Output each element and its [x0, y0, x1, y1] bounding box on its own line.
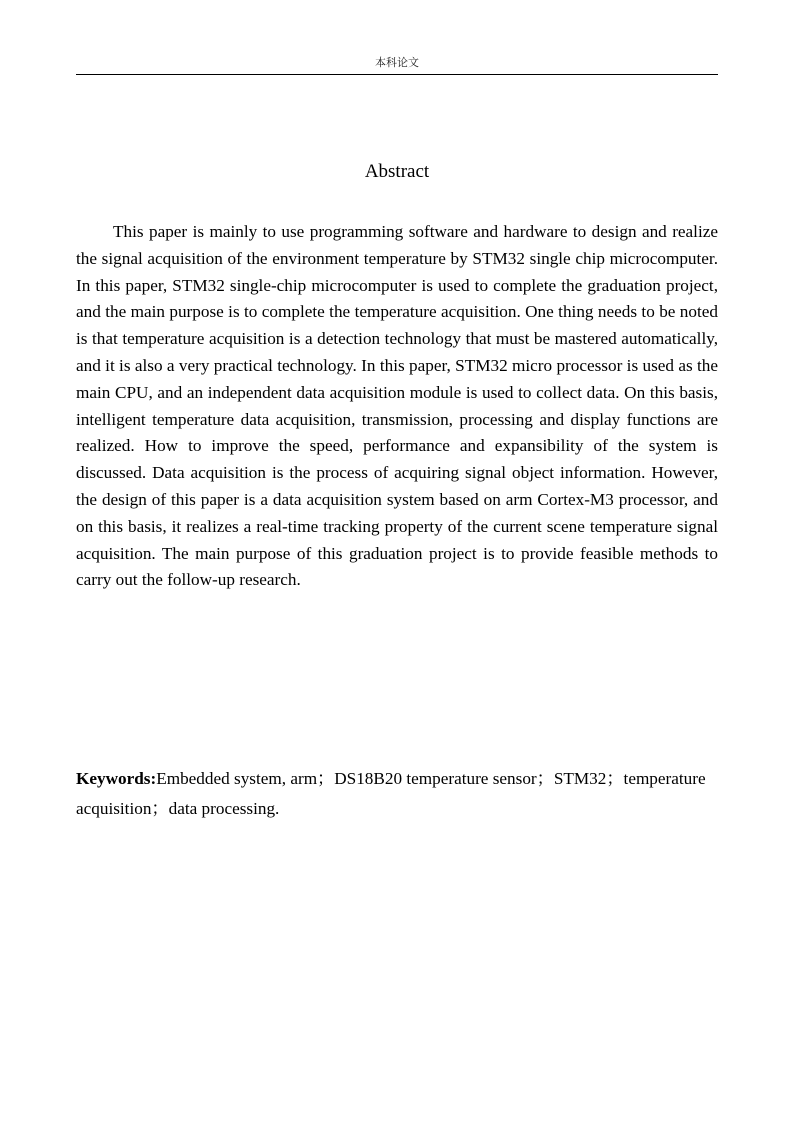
header-text: 本科论文	[375, 56, 419, 69]
abstract-title: Abstract	[364, 161, 430, 182]
keywords-label: Keywords:	[76, 769, 157, 788]
page-header	[76, 55, 718, 75]
keywords	[76, 764, 718, 824]
keywords-text: Embedded system, arm；DS18B20 temperature sensor；STM32；temperature acquisition；data processing.	[76, 769, 706, 818]
abstract-body: This paper is mainly to use programming software and hardware to design and realize the signal acquisition of the environment temperature by STM32 single chip microcomputer. In this paper, STM32 single-chip microcomputer is used to complete the graduation project, and the main purpose is to complete the temperature acquisition. One thing needs to be noted is that temperature acquisition is a detection technology that must be mastered automatically, and it is also a very practical technology. In this paper, STM32 micro processor is used as the main CPU, and an independent data acquisition module is used to collect data. On this basis, intelligent temperature data acquisition, transmission, processing and display functions are realized. How to improve the speed, performance and expansibility of the system is discussed. Data acquisition is the process of acquiring signal object information. However, the design of this paper is a data acquisition system based on arm Cortex-M3 processor, and on this basis, it realizes a real-time tracking property of the current scene temperature signal acquisition. The main purpose of this graduation project is to provide feasible methods to carry out the follow-up research.	[76, 222, 718, 590]
